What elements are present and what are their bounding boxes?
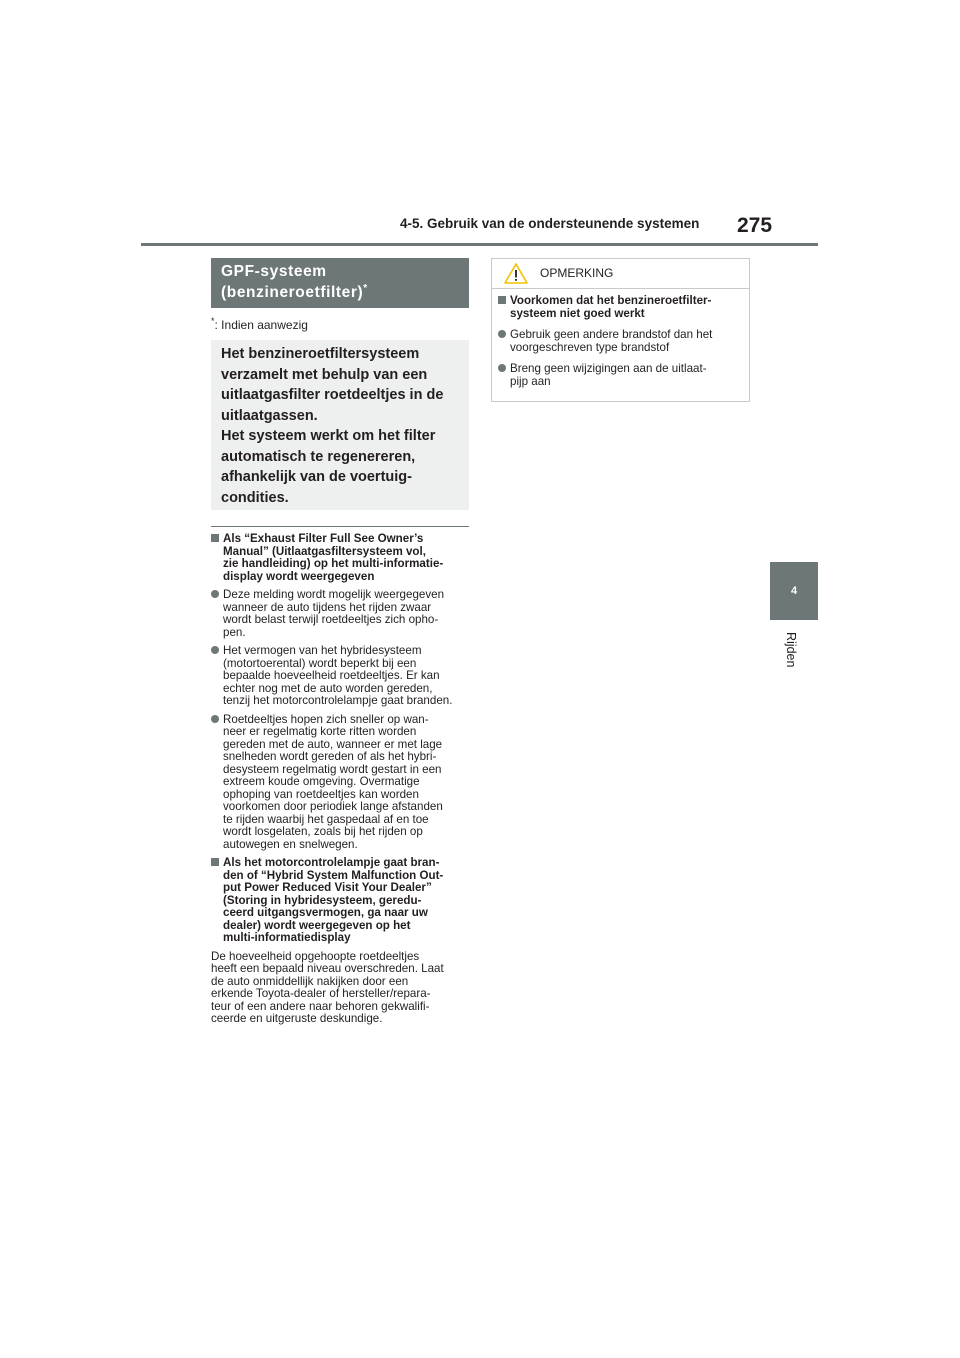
summary-line: uitlaatgasfilter roetdeeltjes in de [221, 387, 444, 403]
circle-bullet-icon [211, 646, 219, 654]
square-bullet-icon [211, 858, 219, 866]
text-line: zie handleiding) op het multi-informatie- [223, 557, 444, 570]
text-line: ceerd uitgangsvermogen, ga naar uw [223, 906, 428, 919]
footnote-marker: * [211, 316, 215, 326]
summary-line: automatisch te regenereren, [221, 448, 416, 465]
notice-header [492, 259, 749, 289]
body-paragraph [211, 951, 469, 1026]
text-line: multi-informatiedisplay [223, 931, 351, 944]
text-line: Als “Exhaust Filter Full See Owner’s [223, 532, 424, 545]
text-line: Manual” (Uitlaatgasfiltersysteem vol, [223, 544, 426, 558]
text-line: Als het motorcontrolelampje gaat bran- [223, 856, 440, 869]
text-line: pen. [223, 625, 246, 639]
text-line: ceerde en uitgeruste deskundige. [211, 1012, 383, 1025]
footnote [211, 316, 308, 332]
text-line: ophoping van roetdeeltjes kan worden [223, 787, 419, 801]
text-line: voorkomen door periodiek lange afstanden [223, 800, 443, 813]
text-line: (motortoerental) wordt beperkt bij een [223, 656, 417, 670]
header-title: 4-5. Gebruik van de ondersteunende systemen [400, 216, 700, 231]
text-line: heeft een bepaald niveau overschreden. Laat [211, 962, 444, 975]
circle-bullet-icon [498, 330, 506, 338]
notice-bullet [498, 329, 739, 354]
summary-line: uitlaatgassen. [221, 407, 318, 424]
chapter-tab: 4 [770, 562, 818, 620]
footnote-text: : Indien aanwezig [214, 318, 308, 332]
text-line: gereden met de auto, wanneer er met lage [223, 737, 443, 751]
text-line: Breng geen wijzigingen aan de uitlaat- [510, 362, 707, 375]
text-line: put Power Reduced Visit Your Dealer” [223, 881, 432, 894]
section-heading-line1: GPF-systeem [221, 263, 327, 280]
text-line: dealer) wordt weergegeven op het [223, 918, 411, 932]
notice-subheading [498, 295, 739, 320]
square-bullet-icon [211, 534, 219, 542]
notice-body [492, 289, 749, 388]
text-line: De hoeveelheid opgehoopte roetdeeltjes [211, 949, 420, 963]
summary-box [211, 340, 469, 510]
summary-line: Het benzineroetfiltersysteem [221, 346, 420, 362]
notice-bullet [498, 363, 739, 388]
text-line: te rijden waarbij het gaspedaal af en toe [223, 812, 429, 826]
text-line: pijp aan [510, 374, 551, 388]
text-line: Gebruik geen andere brandstof dan het [510, 328, 713, 341]
summary-line: condities. [221, 489, 289, 506]
text-line: tenzij het motorcontrolelampje gaat branden. [223, 694, 453, 707]
text-line: snelheden wordt gereden of als het hybri- [223, 750, 437, 763]
circle-bullet-icon [498, 364, 506, 372]
section-heading-asterisk: * [363, 282, 368, 294]
summary-line: verzamelt met behulp van een [221, 366, 428, 383]
text-line: teur of een andere naar behoren gekwalifi- [211, 999, 430, 1013]
warning-triangle-icon [504, 263, 528, 284]
chapter-label: Rijden [784, 632, 798, 668]
summary-line: Het systeem werkt om het filter [221, 428, 436, 444]
section-divider [211, 526, 469, 527]
text-line: voorgeschreven type brandstof [510, 340, 670, 354]
text-line: (Storing in hybridesysteem, geredu- [223, 893, 422, 907]
text-line: wordt losgelaten, zoals bij het rijden op [223, 825, 423, 838]
body-column [211, 533, 469, 1032]
text-line: bepaalde hoeveelheid roetdeeltjes. Er kan [223, 669, 440, 682]
text-line: autowegen en snelwegen. [223, 837, 358, 851]
circle-bullet-icon [211, 715, 219, 723]
bullet-item [211, 589, 469, 639]
text-line: extreem koude omgeving. Overmatige [223, 775, 420, 788]
text-line: Roetdeeltjes hopen zich sneller op wan- [223, 712, 429, 726]
circle-bullet-icon [211, 590, 219, 598]
text-line: Voorkomen dat het benzineroetfilter- [510, 294, 712, 307]
subheading-exhaust-filter-full [211, 533, 469, 583]
notice-box [491, 258, 750, 402]
section-heading-line2: (benzineroetfilter) [221, 284, 364, 301]
notice-title: OPMERKING [540, 266, 614, 280]
text-line: wanneer de auto tijdens het rijden zwaar [223, 600, 432, 614]
text-line: erkende Toyota-dealer of hersteller/repara- [211, 987, 431, 1000]
header-rule [141, 243, 818, 246]
text-line: wordt belast terwijl roetdeeltjes zich opho- [223, 613, 439, 626]
summary-line: afhankelijk van de voertuig- [221, 469, 412, 485]
text-line: Het vermogen van het hybridesysteem [223, 644, 422, 657]
text-line: de auto onmiddellijk nakijken door een [211, 974, 409, 988]
square-bullet-icon [498, 296, 506, 304]
text-line: systeem niet goed werkt [510, 306, 645, 320]
page-number: 275 [737, 214, 773, 237]
text-line: echter nog met de auto worden gereden, [223, 681, 433, 695]
text-line: neer er regelmatig korte ritten worden [223, 725, 417, 738]
section-heading [211, 258, 469, 308]
subheading-engine-warning [211, 857, 469, 945]
text-line: display wordt weergegeven [223, 569, 375, 583]
text-line: Deze melding wordt mogelijk weergegeven [223, 588, 445, 601]
bullet-item [211, 645, 469, 708]
bullet-item [211, 714, 469, 852]
text-line: desysteem regelmatig wordt gestart in een [223, 762, 442, 776]
text-line: den of “Hybrid System Malfunction Out- [223, 868, 444, 882]
